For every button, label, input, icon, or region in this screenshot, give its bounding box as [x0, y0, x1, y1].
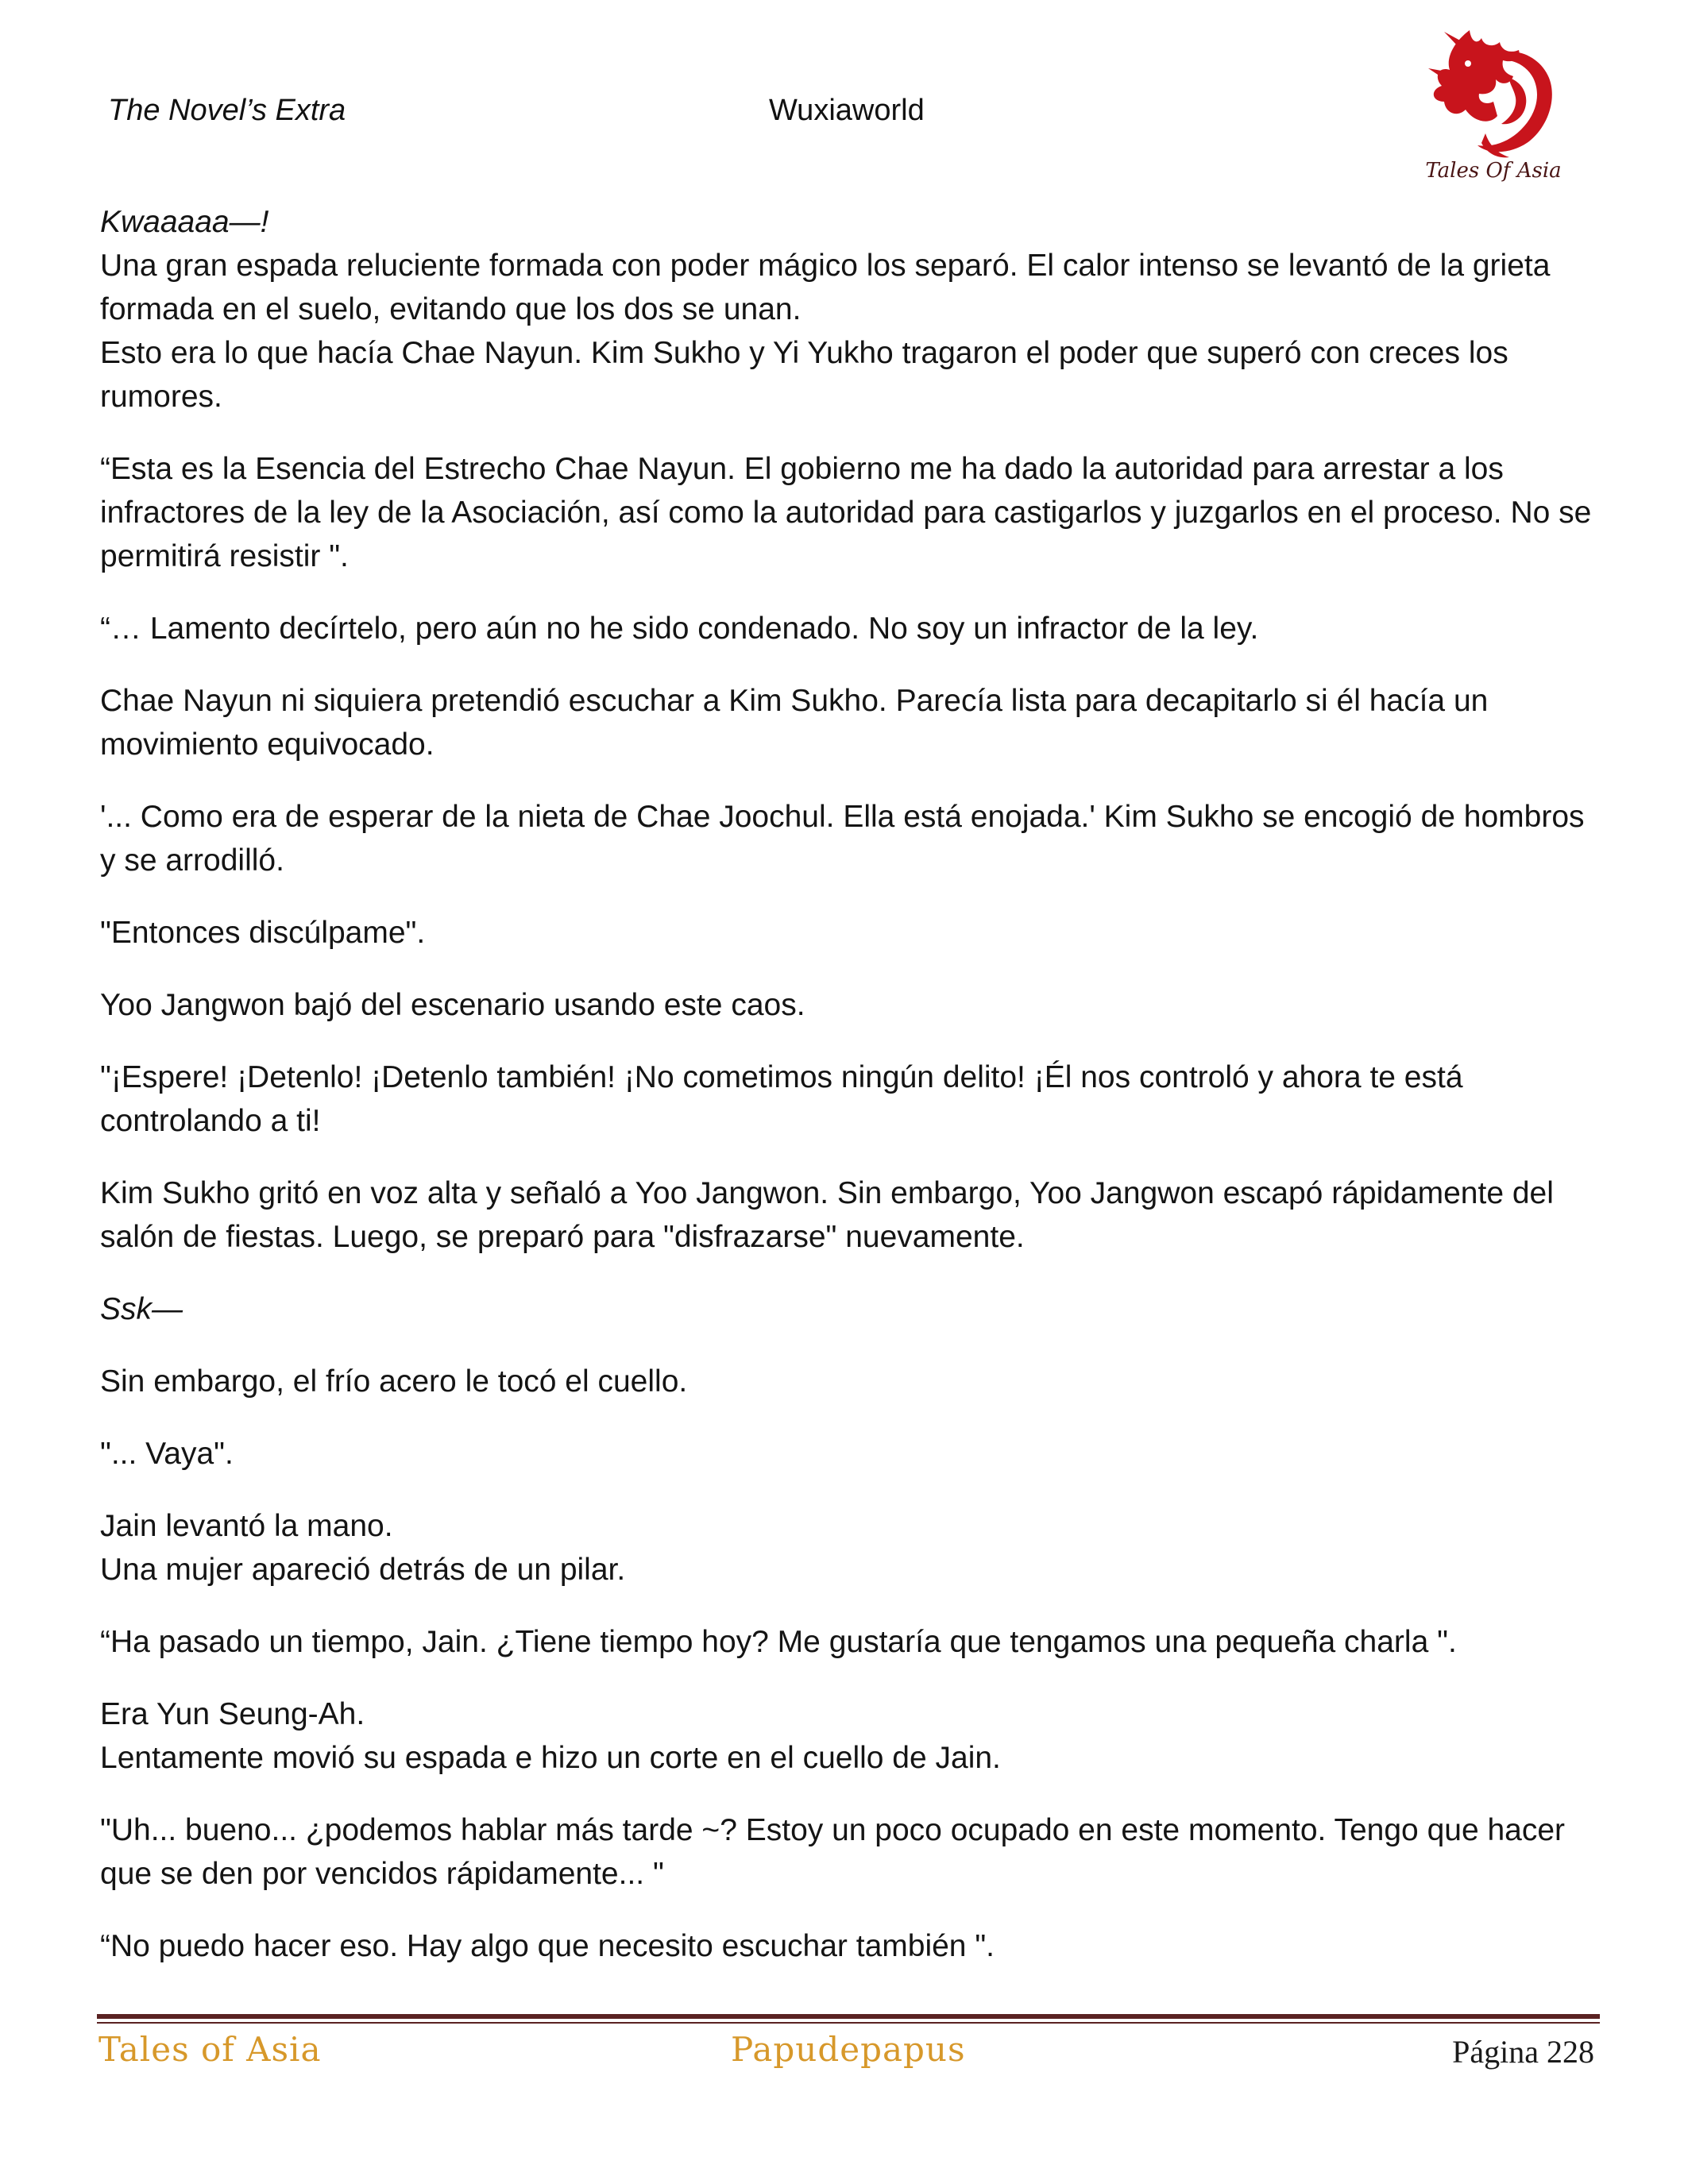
- paragraph: Chae Nayun ni siquiera pretendió escuchar a Kim Sukho. Parecía lista para decapitarlo si él hacía un movimiento equivocado.: [100, 684, 1489, 762]
- paragraph: “No puedo hacer eso. Hay algo que necesito escuchar también ".: [100, 1929, 995, 1963]
- paragraph: '... Como era de esperar de la nieta de Chae Joochul. Ella está enojada.' Kim Sukho se encogió de hombros y se arrodilló.: [100, 800, 1585, 878]
- paragraph: Una gran espada reluciente formada con poder mágico los separó. El calor intenso se levantó de la grieta formada en el suelo, evitando que los dos se unan.: [100, 249, 1551, 326]
- footer-rule-thin: [97, 2022, 1600, 2024]
- footer-translator: Papudepapus: [731, 2030, 966, 2069]
- paragraph: "Uh... bueno... ¿podemos hablar más tarde ~? Estoy un poco ocupado en este momento. Tengo que hacer que se den por vencidos rápidamente... ": [100, 1813, 1566, 1891]
- paragraph: Lentamente movió su espada e hizo un corte en el cuello de Jain.: [100, 1741, 1001, 1775]
- dragon-logo-icon: [1422, 22, 1565, 161]
- paragraph: “… Lamento decírtelo, pero aún no he sido condenado. No soy un infractor de la ley.: [100, 612, 1259, 646]
- page-header: [0, 0, 1688, 199]
- paragraph: “Ha pasado un tiempo, Jain. ¿Tiene tiempo hoy? Me gustaría que tengamos una pequeña charla ".: [100, 1625, 1457, 1659]
- paragraph: "Entonces discúlpame".: [100, 916, 426, 950]
- footer-rule-thick: [97, 2014, 1600, 2019]
- tales-of-asia-logo: [1422, 22, 1565, 189]
- paragraph: Sin embargo, el frío acero le tocó el cuello.: [100, 1364, 688, 1399]
- footer-publisher: Tales of Asia: [98, 2030, 322, 2069]
- paragraph: “Esta es la Esencia del Estrecho Chae Nayun. El gobierno me ha dado la autoridad para arrestar a los infractores de la ley de la Asociación, así como la autoridad para castigarlos y juzgarlos en el proceso. No se permitirá resistir ".: [100, 452, 1592, 573]
- paragraph: Ssk—: [100, 1292, 183, 1326]
- paragraph: Kwaaaaa—!: [100, 205, 269, 239]
- paragraph: Jain levantó la mano.: [100, 1509, 393, 1543]
- site-name: Wuxiaworld: [769, 94, 925, 127]
- novel-title: The Novel’s Extra: [108, 94, 346, 127]
- chapter-body: [100, 200, 1593, 1997]
- paragraph: Era Yun Seung-Ah.: [100, 1697, 365, 1731]
- paragraph: Yoo Jangwon bajó del escenario usando este caos.: [100, 988, 805, 1022]
- page-number: Página 228: [1452, 2034, 1594, 2070]
- paragraph: Una mujer apareció detrás de un pilar.: [100, 1553, 626, 1587]
- paragraph: "... Vaya".: [100, 1437, 234, 1471]
- paragraph: Esto era lo que hacía Chae Nayun. Kim Sukho y Yi Yukho tragaron el poder que superó con creces los rumores.: [100, 336, 1508, 414]
- logo-text: Tales Of Asia: [1425, 159, 1562, 183]
- paragraph: Kim Sukho gritó en voz alta y señaló a Yoo Jangwon. Sin embargo, Yoo Jangwon escapó rápidamente del salón de fiestas. Luego, se preparó para "disfrazarse" nuevamente.: [100, 1176, 1554, 1254]
- paragraph: "¡Espere! ¡Detenlo! ¡Detenlo también! ¡No cometimos ningún delito! ¡Él nos controló y ahora te está controlando a ti!: [100, 1060, 1463, 1138]
